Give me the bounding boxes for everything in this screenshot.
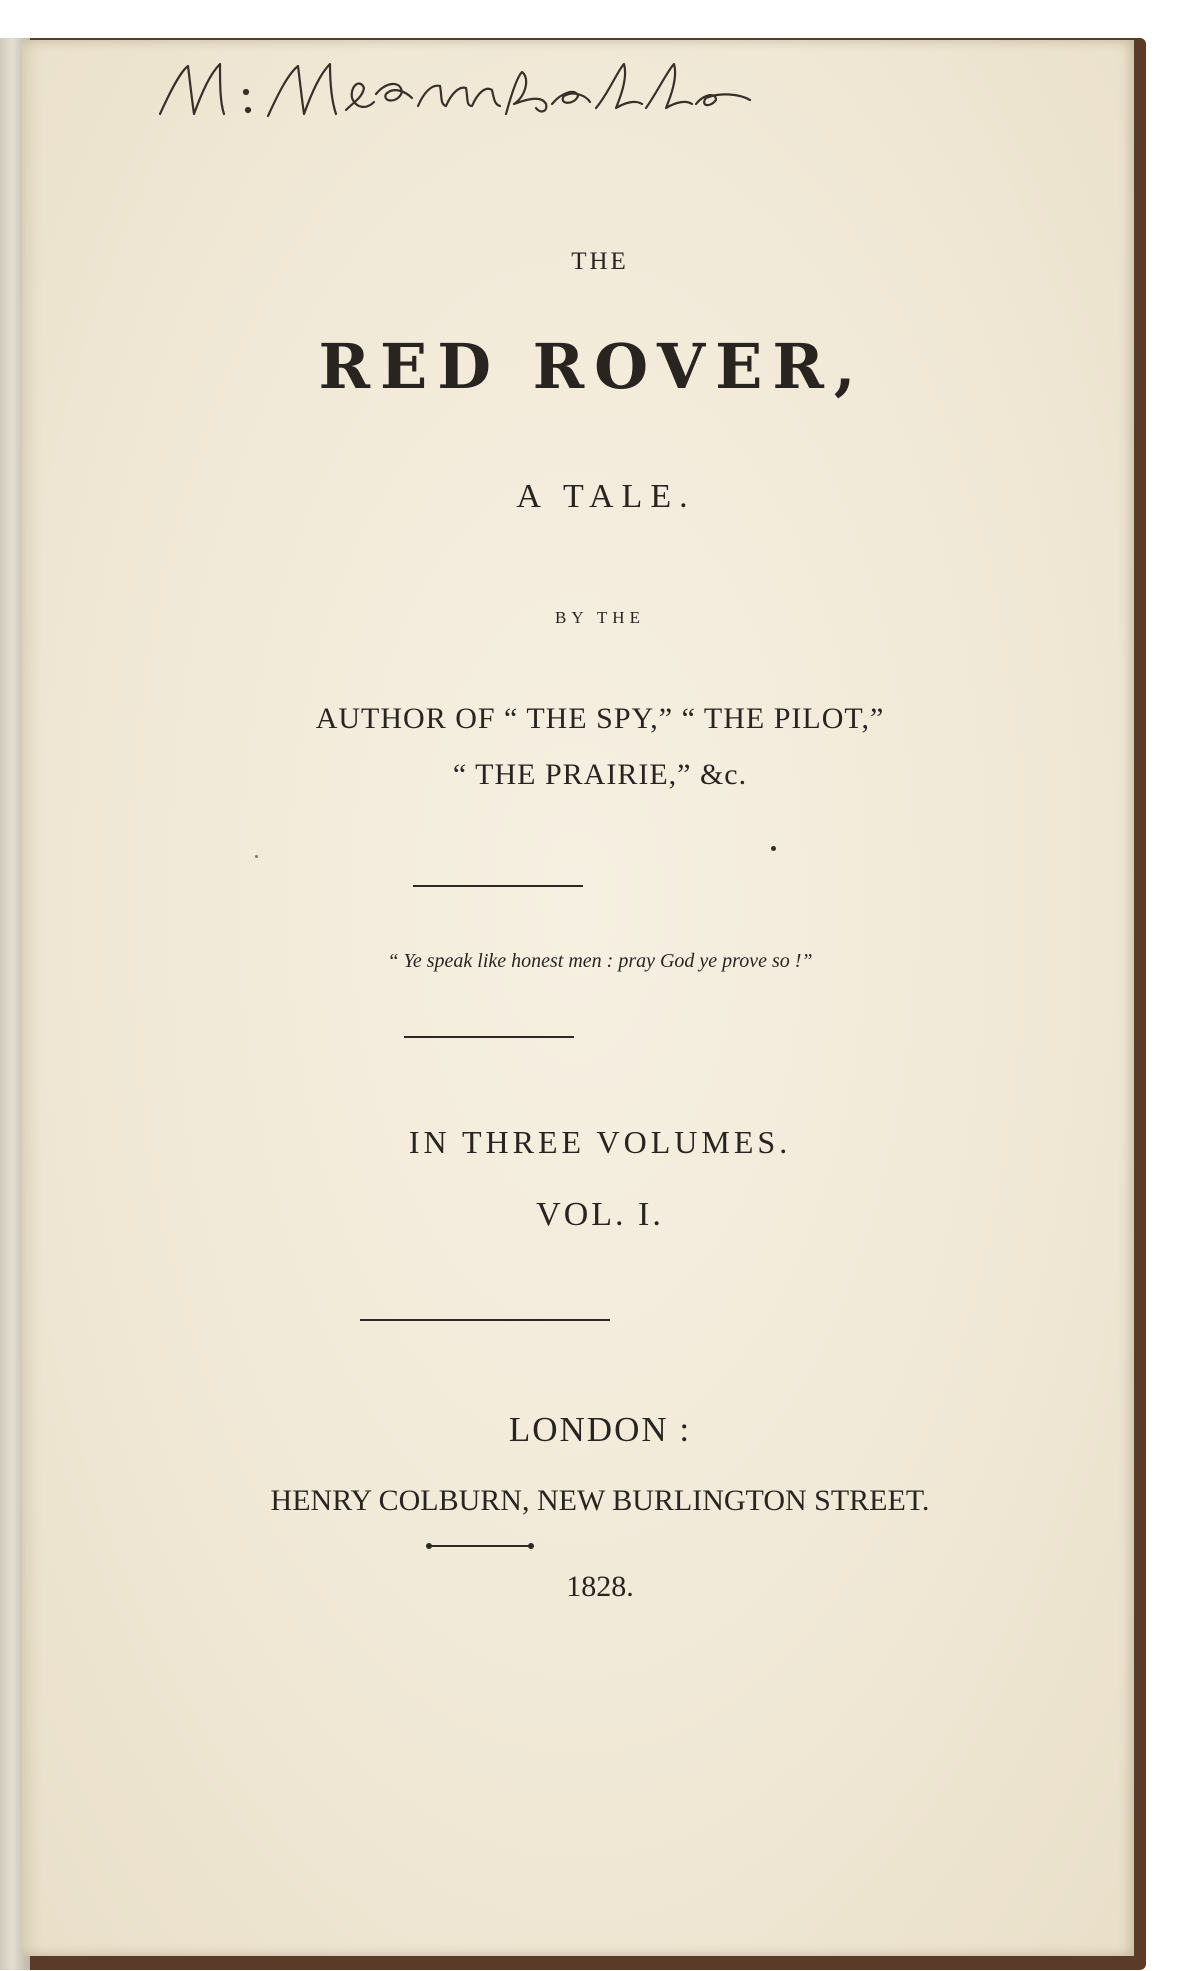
title-page (22, 40, 1134, 1956)
title-prefix: THE (571, 248, 629, 275)
subtitle: A TALE. (516, 478, 696, 515)
foxing-spot (771, 846, 776, 851)
volumes-note: IN THREE VOLUMES. (408, 1124, 792, 1160)
foxing-spot (255, 855, 258, 858)
epigraph: “ Ye speak like honest men : pray God ye prove so !” (387, 950, 813, 972)
author-credit-line-2: “ THE PRAIRIE,” &c. (452, 758, 748, 791)
author-credit-line-1: AUTHOR OF “ THE SPY,” “ THE PILOT,” (315, 702, 885, 735)
divider-rule (413, 885, 583, 887)
ornamental-rule (430, 1545, 530, 1547)
imprint-year: 1828. (566, 1570, 634, 1603)
handwritten-signature (150, 52, 890, 132)
imprint-city: LONDON : (508, 1410, 692, 1449)
volume-number: VOL. I. (536, 1196, 664, 1233)
imprint-publisher: HENRY COLBURN, NEW BURLINGTON STREET. (270, 1484, 930, 1517)
book-title: RED ROVER, (318, 330, 866, 403)
by-line: BY THE (555, 608, 645, 627)
divider-rule (360, 1319, 610, 1321)
divider-rule (404, 1036, 574, 1038)
